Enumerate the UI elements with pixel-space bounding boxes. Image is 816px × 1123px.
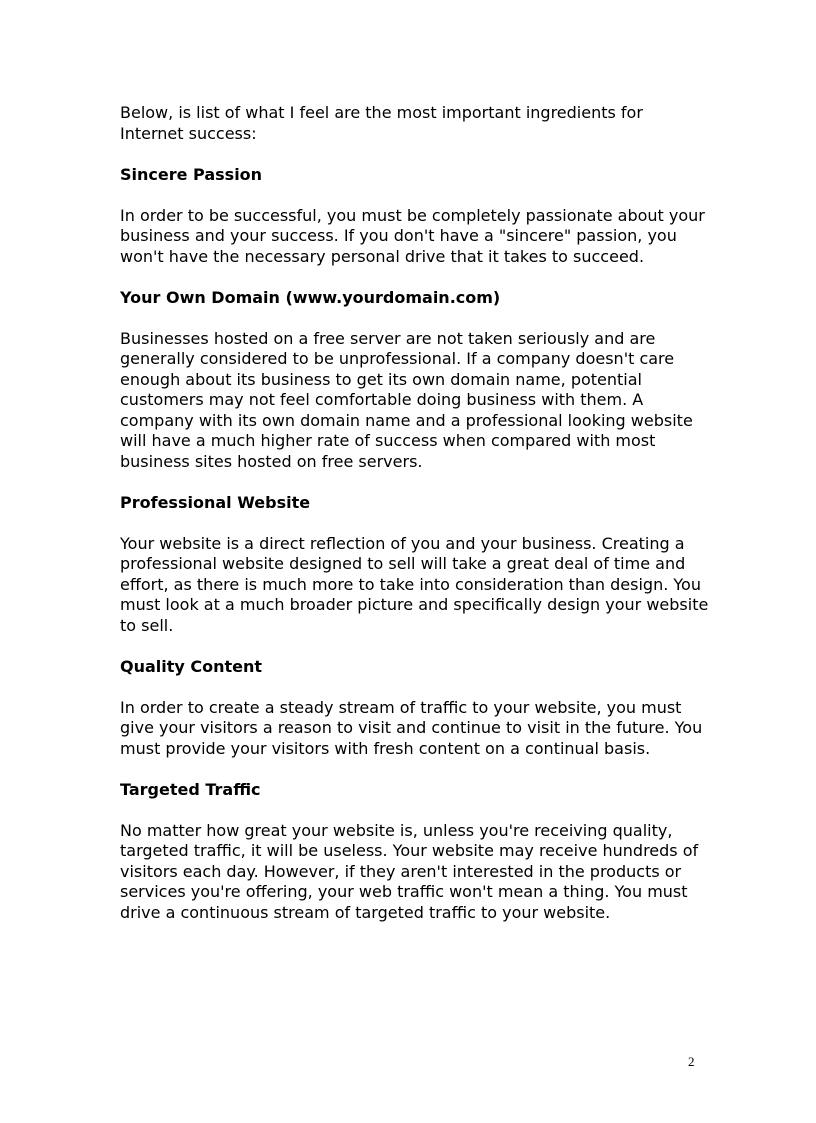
section-heading-targeted-traffic: Targeted Traffic: [120, 779, 261, 799]
section-body-quality-content: In order to create a steady stream of traffic to your website, you must give your visitors a reason to visit and continue to visit in the future. You must provide your visitors with fresh content on a continual basis.: [120, 697, 703, 758]
section-heading-quality-content: Quality Content: [120, 656, 263, 676]
page-number: 2: [688, 1054, 695, 1069]
section-heading-professional-website: Professional Website: [120, 492, 311, 512]
section-body-sincere-passion: In order to be successful, you must be completely passionate about your business and your success. If you don't have a "sincere" passion, you won't have the necessary personal drive that it takes to succeed.: [120, 205, 705, 266]
section-body-own-domain: Businesses hosted on a free server are not taken seriously and are generally considered to be unprofessional. If a company doesn't care enough about its business to get its own domain name, potential customers may not feel comfortable doing business with them. A company with its own domain name and a professional looking website will have a much higher rate of success when compared with most business sites hosted on free servers.: [120, 328, 693, 471]
section-body-professional-website: Your website is a direct reflection of you and your business. Creating a professional website designed to sell will take a great deal of time and effort, as there is much more to take into consideration than design. You must look at a much broader picture and specifically design your website to sell.: [120, 533, 709, 635]
intro-paragraph: Below, is list of what I feel are the most important ingredients for Internet success:: [120, 103, 643, 143]
document-body: [120, 103, 710, 944]
section-heading-own-domain: Your Own Domain (www.yourdomain.com): [120, 287, 501, 307]
section-heading-sincere-passion: Sincere Passion: [120, 164, 263, 184]
section-body-targeted-traffic: No matter how great your website is, unless you're receiving quality, targeted traffic, it will be useless. Your website may receive hundreds of visitors each day. However, if they aren't interested in the products or services you're offering, your web traffic won't mean a thing. You must drive a continuous stream of targeted traffic to your website.: [120, 820, 699, 922]
